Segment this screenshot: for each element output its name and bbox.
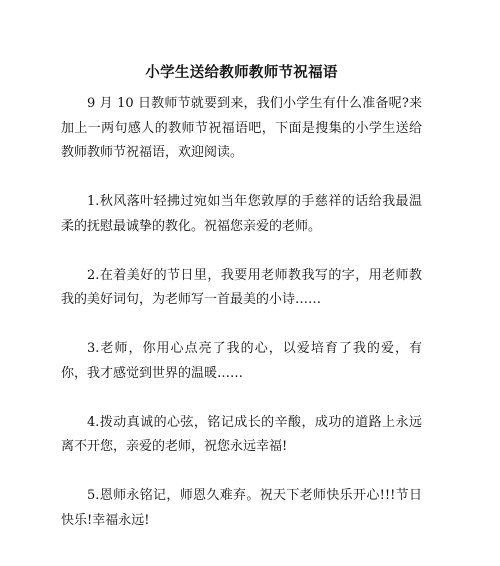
document-title: 小学生送给教师教师节祝福语 [145,64,338,81]
paragraph-spacer [61,386,422,411]
paragraph-spacer [61,239,422,264]
intro-paragraph: 9 月 10 日教师节就要到来，我们小学生有什么准备呢?来加上一两句感人的教师节祝福语吧，下面是搜集的小学生送给教师教师节祝福语，欢迎阅读。 [61,96,422,160]
greeting-item-3: 3.老师，你用心点亮了我的心，以爱培育了我的爱，有你，我才感觉到世界的温暖…… [61,341,422,381]
greeting-item-1: 1.秋风落叶轻拂过宛如当年您敦厚的手慈祥的话给我最温柔的抚慰最诚挚的教化。祝福您亲爱的老师。 [61,194,422,234]
paragraph-spacer [61,166,422,191]
greeting-item-5: 5.恩师永铭记，师恩久难弃。祝天下老师快乐开心!!!节日快乐!幸福永远! [61,488,422,528]
greeting-item-2: 2.在着美好的节日里，我要用老师教我写的字，用老师教我的美好词句，为老师写一首最美的小诗…… [61,267,422,307]
paragraph-spacer [61,313,422,338]
paragraph-spacer [61,460,422,485]
document-body [61,92,422,533]
greeting-item-4: 4.拨动真诚的心弦，铭记成长的辛酸，成功的道路上永远离不开您，亲爱的老师，祝您永远幸福! [61,414,422,454]
